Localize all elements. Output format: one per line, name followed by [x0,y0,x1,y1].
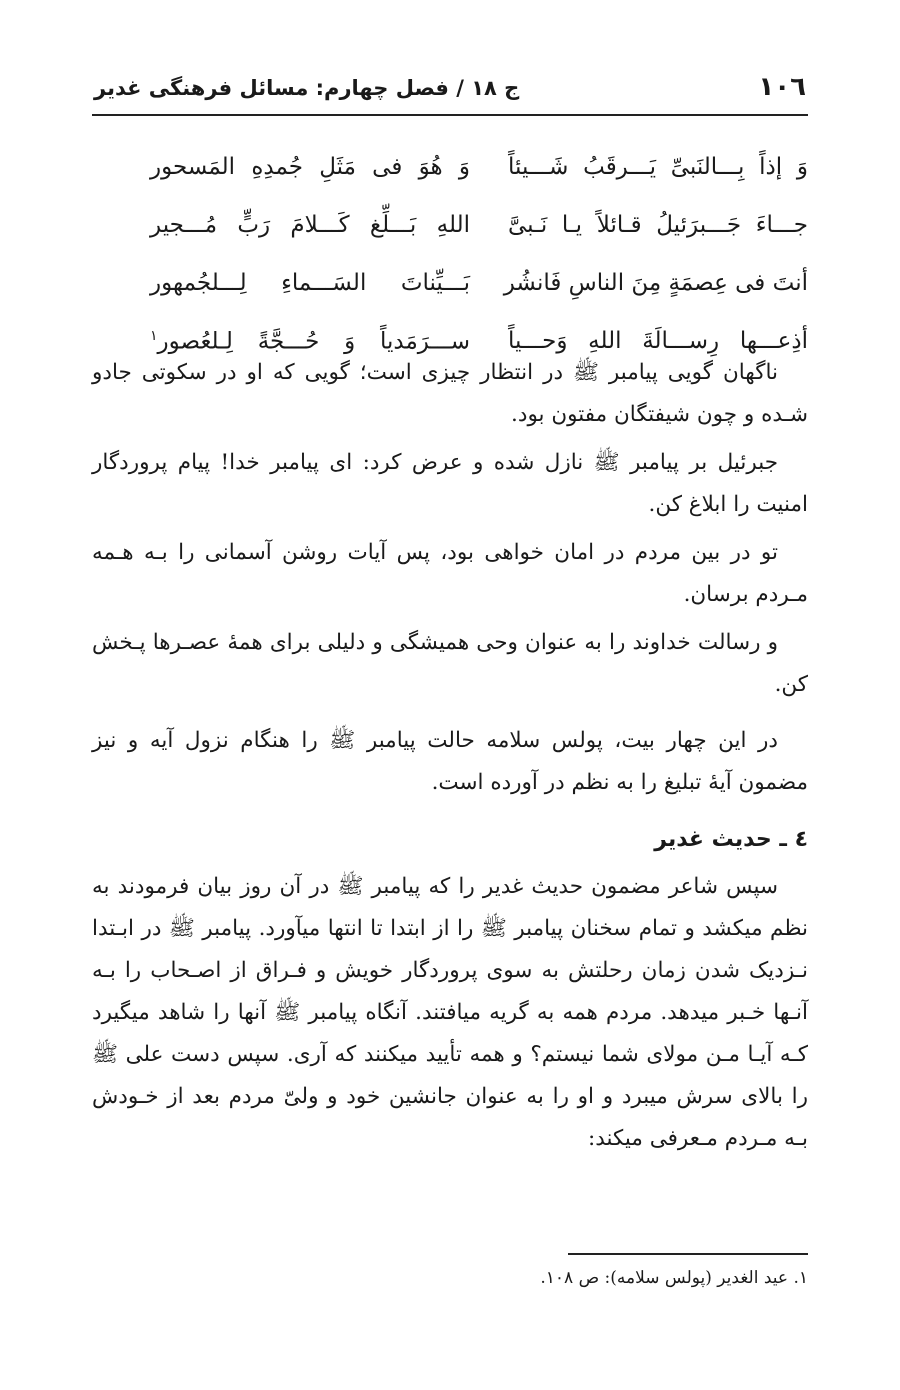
translation-paragraph: تو در بین مردم در امان خواهی بود، پس آیات روشن آسمانی را بـه هـمه مـردم برسان. [92,540,808,607]
running-title: ج ١٨ / فصل چهارم: مسائل فرهنگی غدیر [94,76,520,100]
footnote: ١. عید الغدیر (پولس سلامه): ص ١٠٨. [540,1268,808,1288]
poem-block [150,138,808,370]
verse-left-hemistich: وَ هُوَ فی مَثَلِ جُمدِهِ المَسحور [150,154,470,180]
poem-verse [150,138,808,196]
verse-left-hemistich: بَـــیِّناتَ السَـــماءِ لِـــلجُمهور [150,270,470,296]
verse-right-hemistich: وَ إذاً بِـــالنَبیِّ یَـــرقَبُ شَـــیئاً [508,154,808,180]
page-header [92,70,808,116]
verse-left-hemistich [150,328,470,355]
verse-left-hemistich: اللهِ بَـــلِّغ کَـــلامَ رَبٍّ مُـــجیر [150,212,470,238]
footnote-marker[interactable]: ١ [150,327,158,344]
verse-left-text: ســـرَمَدیاً وَ حُـــجَّةً لِـلعُصور [157,328,470,355]
poem-verse [150,254,808,312]
translation-paragraph: و رسالت خداوند را به عنوان وحی همیشگی و دلیلی برای همهٔ عصـرها پـخش کن. [92,630,808,697]
page-number: ١٠٦ [758,72,806,102]
verse-right-hemistich: أنتَ فی عِصمَةٍ مِنَ الناسِ فَانشُر [503,270,808,296]
verse-right-hemistich: أذِعـــها رِســـالَةَ اللهِ وَحـــیاً [508,328,808,354]
verse-right-hemistich: جـــاءَ جَـــبرَئیلُ قـائلاً یـا نَـبیَّ [508,212,808,238]
footnote-divider [568,1253,808,1255]
translation-paragraph: جبرئیل بر پیامبر ﷺ نازل شده و عرض کرد: ای پیامبر خدا! پیام پروردگار امنیت را ابلاغ کن. [92,450,808,517]
commentary-paragraph: در این چهار بیت، پولس سلامه حالت پیامبر ﷺ را هنگام نزول آیه و نیز مضمون آیهٔ تبلیغ را به نظم در آورده است. [92,728,808,795]
body-text [92,352,808,1166]
poem-verse [150,196,808,254]
section-heading: ٤ ـ حدیث غدیر [654,827,808,852]
section-paragraph: سپس شاعر مضمون حدیث غدیر را که پیامبر ﷺ در آن روز بیان فرمودند به نظم میکشد و تمام سخنان پیامبر ﷺ را از ابتدا تا انتها میآورد. پیامبر ﷺ در ابـتدا نـزدیک شدن زمان رحلتش به سوی پروردگار خویش و فـراق از اصـحاب را بـه آنـها خـبر میدهد. مردم همه به گریه میافتند. آنگاه پیامبر ﷺ آنها را شاهد میگیرد کـه آیـا مـن مولای شما نیستم؟ و همه تأیید میکنند که آری. سپس دست علی ﷺ را بالای سرش میبرد و او را به عنوان جانشین خود و ولیّ مردم بعد از خـودش بـه مـردم مـعرفی میکند: [92,874,808,1151]
translation-paragraph: ناگهان گویی پیامبر ﷺ در انتظار چیزی است؛ گویی که او در سکوتی جادو شـده و چون شیفتگان مفتون بود. [92,360,808,427]
